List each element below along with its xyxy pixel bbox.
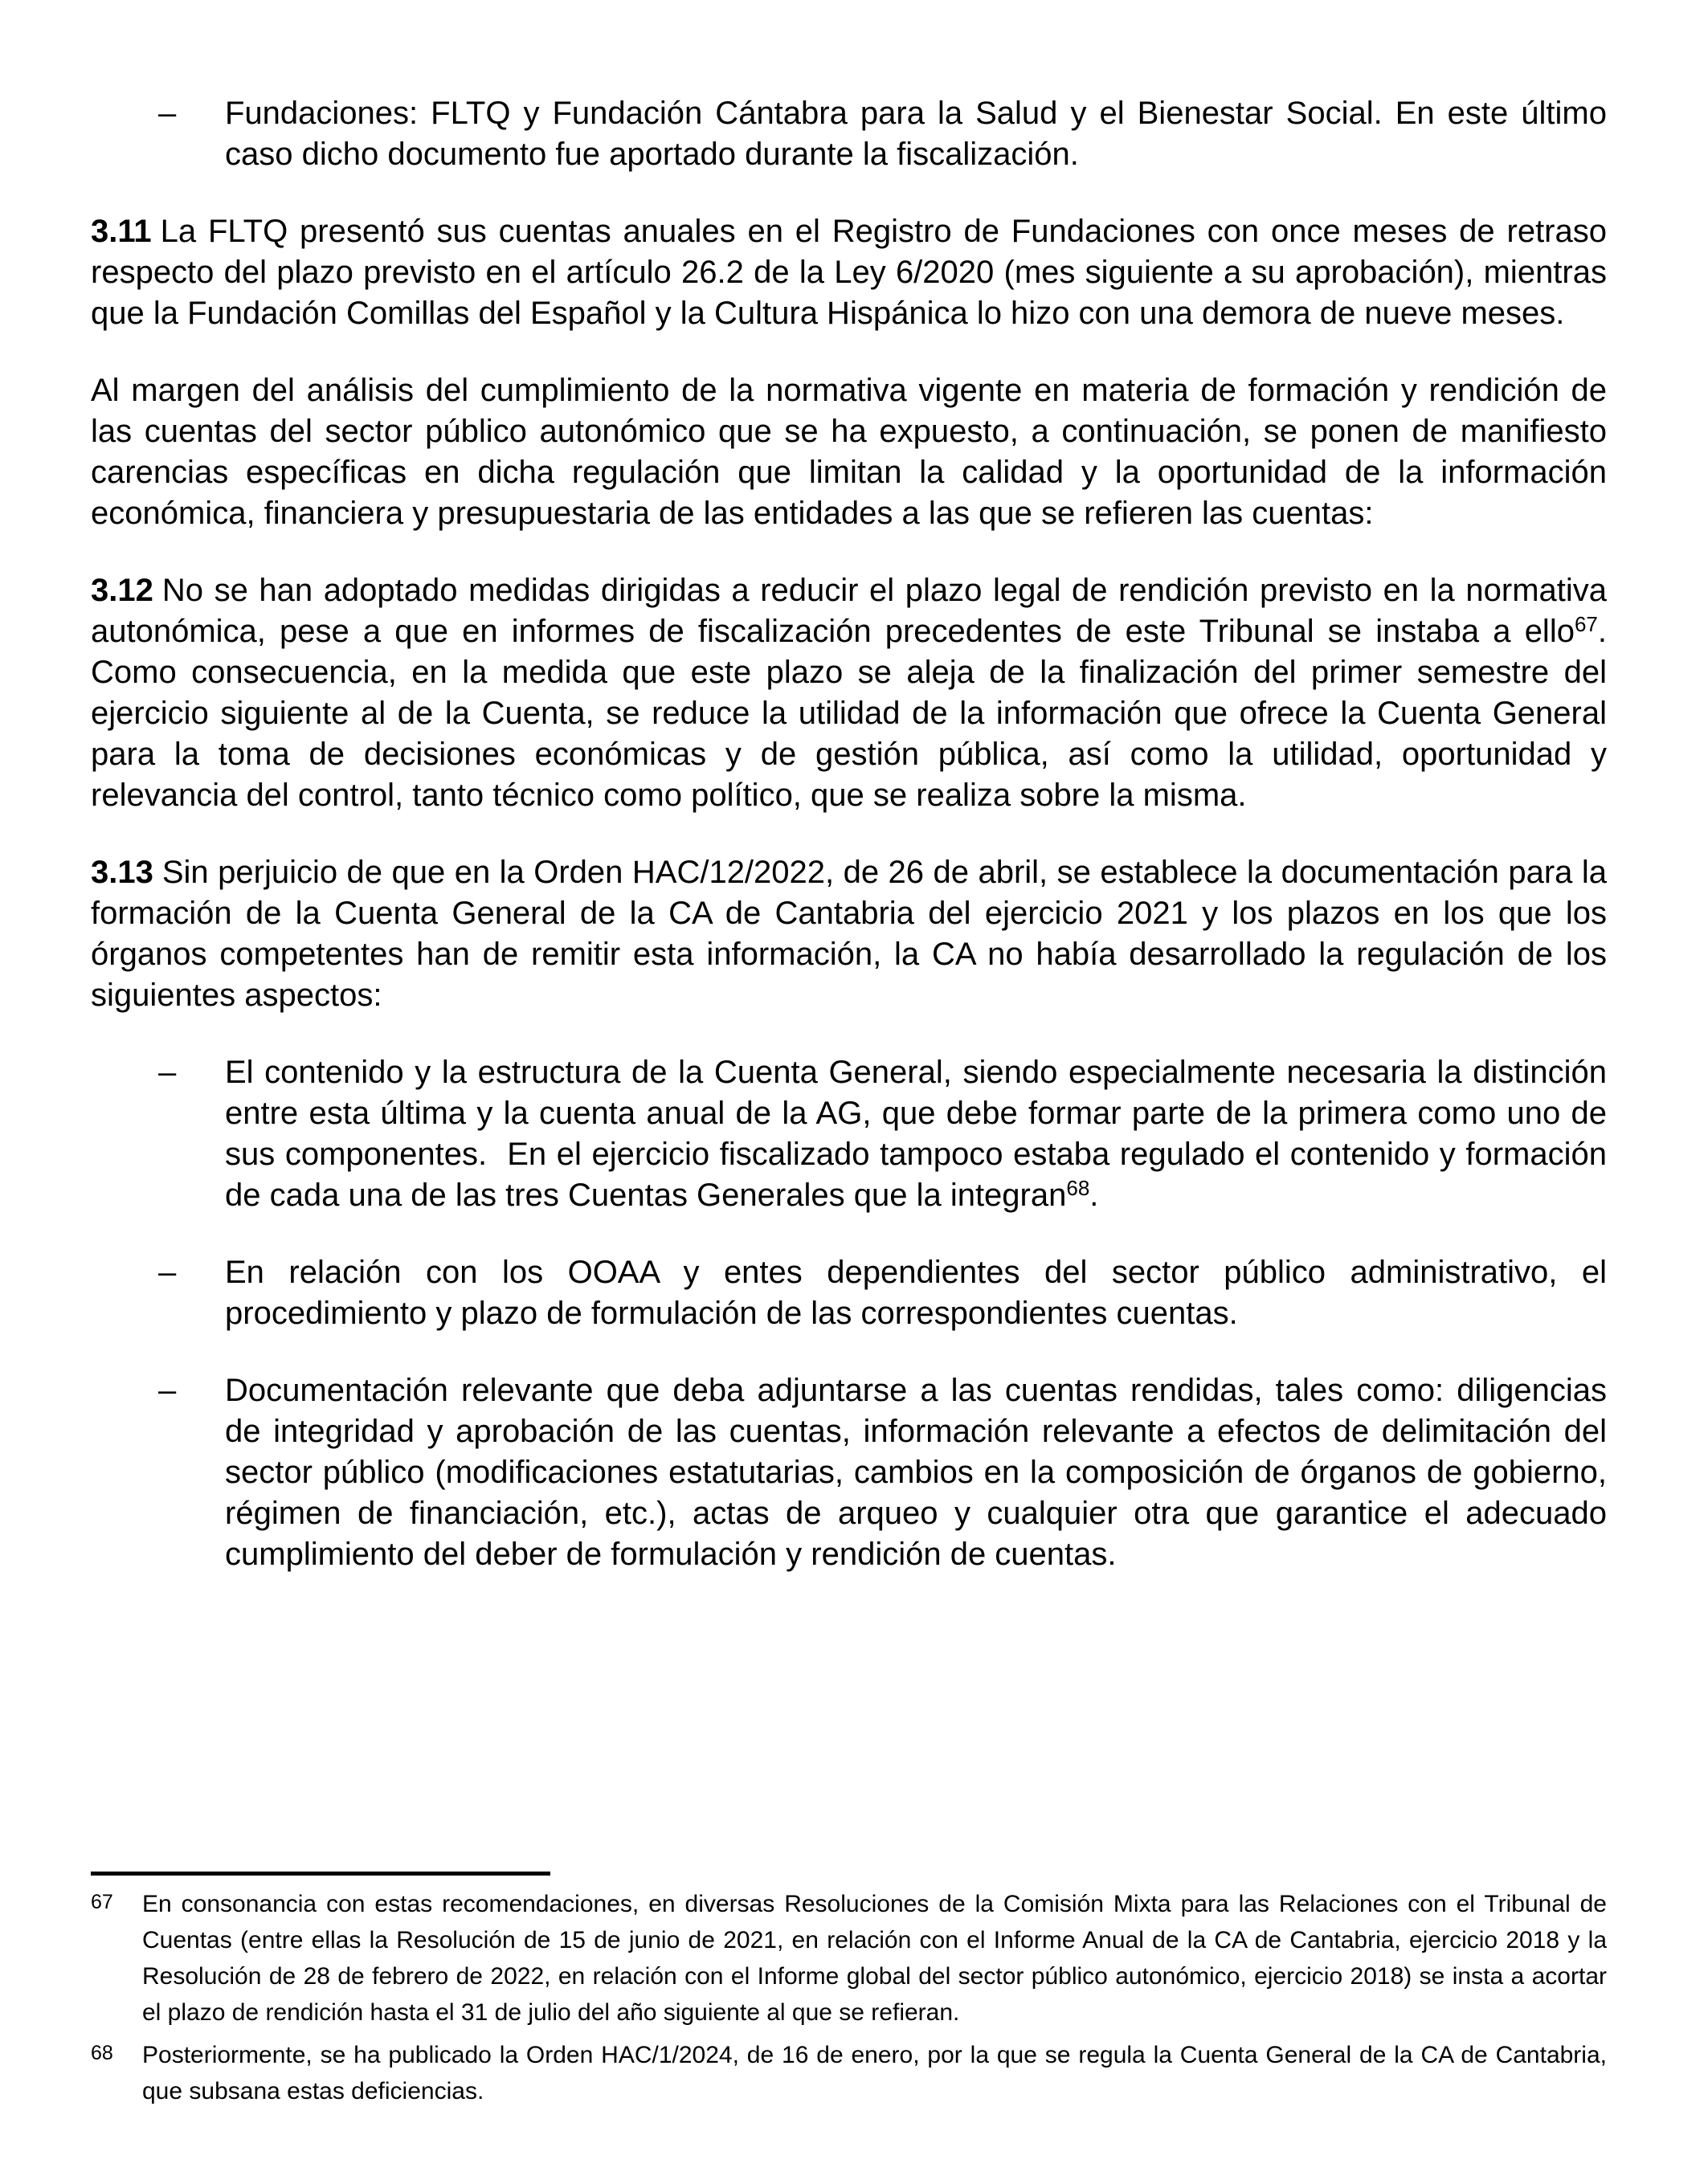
paragraph-text: La FLTQ presentó sus cuentas anuales en el Registro de Fundaciones con once meses de retraso respecto del plazo previsto en el artículo 26.2 de la Ley 6/2020 (mes siguiente a su aprobación), mientras que la Fundación Comillas del Español y la Cultura Hispánica lo hizo con una demora de nueve meses. bbox=[91, 214, 1607, 331]
footnote-number bbox=[91, 2037, 142, 2109]
list-item-text-segment: El contenido y la estructura de la Cuenta General, siendo especialmente necesaria la distinción entre esta última y la cuenta anual de la AG, que debe formar parte de la primera como uno de sus componentes. En el ejercicio fiscalizado tampoco estaba regulado el contenido y formación de cada una de las tres Cuentas Generales que la integran bbox=[225, 1055, 1616, 1213]
footnote-separator bbox=[91, 1872, 550, 1876]
footnote-number-text: 67 bbox=[91, 1891, 113, 1913]
footnote-68 bbox=[91, 2037, 1607, 2109]
footnote-67 bbox=[91, 1886, 1607, 2031]
list-item-contenido bbox=[91, 1052, 1616, 1216]
footnote-number bbox=[91, 1886, 142, 2031]
paragraph-3-13 bbox=[91, 852, 1607, 1016]
list-item-text: Documentación relevante que deba adjuntarse a las cuentas rendidas, tales como: diligencias de integridad y aprobación de las cuentas, información relevante a efectos de delimitación del sector público (modificaciones estatutarias, cambios en la composición de órganos de gobierno, régimen de financiación, etc.), actas de arqueo y cualquier otra que garantice el adecuado cumplimiento del deber de formulación y rendición de cuentas. bbox=[225, 1373, 1607, 1572]
bullet-dash: – bbox=[158, 1373, 177, 1408]
list-item-relacion bbox=[91, 1252, 1607, 1334]
list-item-fundaciones bbox=[91, 93, 1607, 175]
paragraph-number: 3.12 bbox=[91, 573, 153, 608]
bullet-dash: – bbox=[158, 1055, 177, 1090]
paragraph-number: 3.13 bbox=[91, 855, 153, 890]
footnote-text: Posteriormente, se ha publicado la Orden HAC/1/2024, de 16 de enero, por la que se regula la Cuenta General de la CA de Cantabria, que subsana estas deficiencias. bbox=[142, 2042, 1607, 2104]
paragraph-3-11 bbox=[91, 211, 1607, 334]
list-item-documentacion bbox=[91, 1370, 1607, 1575]
list-item-text: Fundaciones: FLTQ y Fundación Cántabra para la Salud y el Bienestar Social. En este último caso dicho documento fue aportado durante la fiscalización. bbox=[225, 96, 1607, 172]
footnote-reference-68: 68 bbox=[1066, 1176, 1090, 1200]
footnote-text: En consonancia con estas recomendaciones, en diversas Resoluciones de la Comisión Mixta para las Relaciones con el Tribunal de Cuentas (entre ellas la Resolución de 15 de junio de 2021, en relación con el Informe Anual de la CA de Cantabria, ejercicio 2018 y la Resolución de 28 de febrero de 2022, en relación con el Informe global del sector público autonómico, ejercicio 2018) se insta a acortar el plazo de rendición hasta el 31 de julio del año siguiente al que se refieran. bbox=[142, 1891, 1607, 2026]
bullet-dash: – bbox=[158, 96, 177, 131]
paragraph-text: . Como consecuencia, en la medida que este plazo se aleja de la finalización del primer semestre del ejercicio siguiente al de la Cuenta, se reduce la utilidad de la información que ofrece la Cuenta General para la toma de decisiones económicas y de gestión pública, así como la utilidad, oportunidad y relevancia del control, tanto técnico como político, que se realiza sobre la misma. bbox=[91, 614, 1607, 813]
list-item-text bbox=[225, 1052, 1616, 1216]
paragraph-text: Al margen del análisis del cumplimiento de la normativa vigente en materia de formación y rendición de las cuentas del sector público autonómico que se ha expuesto, a continuación, se ponen de manifiesto carencias específicas en dicha regulación que limitan la calidad y la oportunidad de la información económica, financiera y presupuestaria de las entidades a las que se refieren las cuentas: bbox=[91, 373, 1607, 531]
list-item-text-segment: . bbox=[1089, 1178, 1099, 1213]
paragraph-3-12 bbox=[91, 570, 1607, 816]
paragraph-number: 3.11 bbox=[91, 214, 152, 249]
footnote-number-text: 68 bbox=[91, 2042, 113, 2064]
footnote-reference-67: 67 bbox=[1574, 612, 1598, 636]
paragraph-text: No se han adoptado medidas dirigidas a reducir el plazo legal de rendición previsto en la normativa autonómica, pese a que en informes de fiscalización precedentes de este Tribunal se instaba a ello bbox=[91, 573, 1607, 649]
list-item-text: En relación con los OOAA y entes dependientes del sector público administrativo, el procedimiento y plazo de formulación de las correspondientes cuentas. bbox=[225, 1255, 1607, 1331]
bullet-dash: – bbox=[158, 1255, 177, 1290]
paragraph-al-margen bbox=[91, 370, 1607, 534]
footnotes-section bbox=[91, 1872, 1607, 2109]
paragraph-text: Sin perjuicio de que en la Orden HAC/12/2022, de 26 de abril, se establece la documentación para la formación de la Cuenta General de la CA de Cantabria del ejercicio 2021 y los plazos en los que los órganos competentes han de remitir esta información, la CA no había desarrollado la regulación de los siguientes aspectos: bbox=[91, 855, 1607, 1013]
